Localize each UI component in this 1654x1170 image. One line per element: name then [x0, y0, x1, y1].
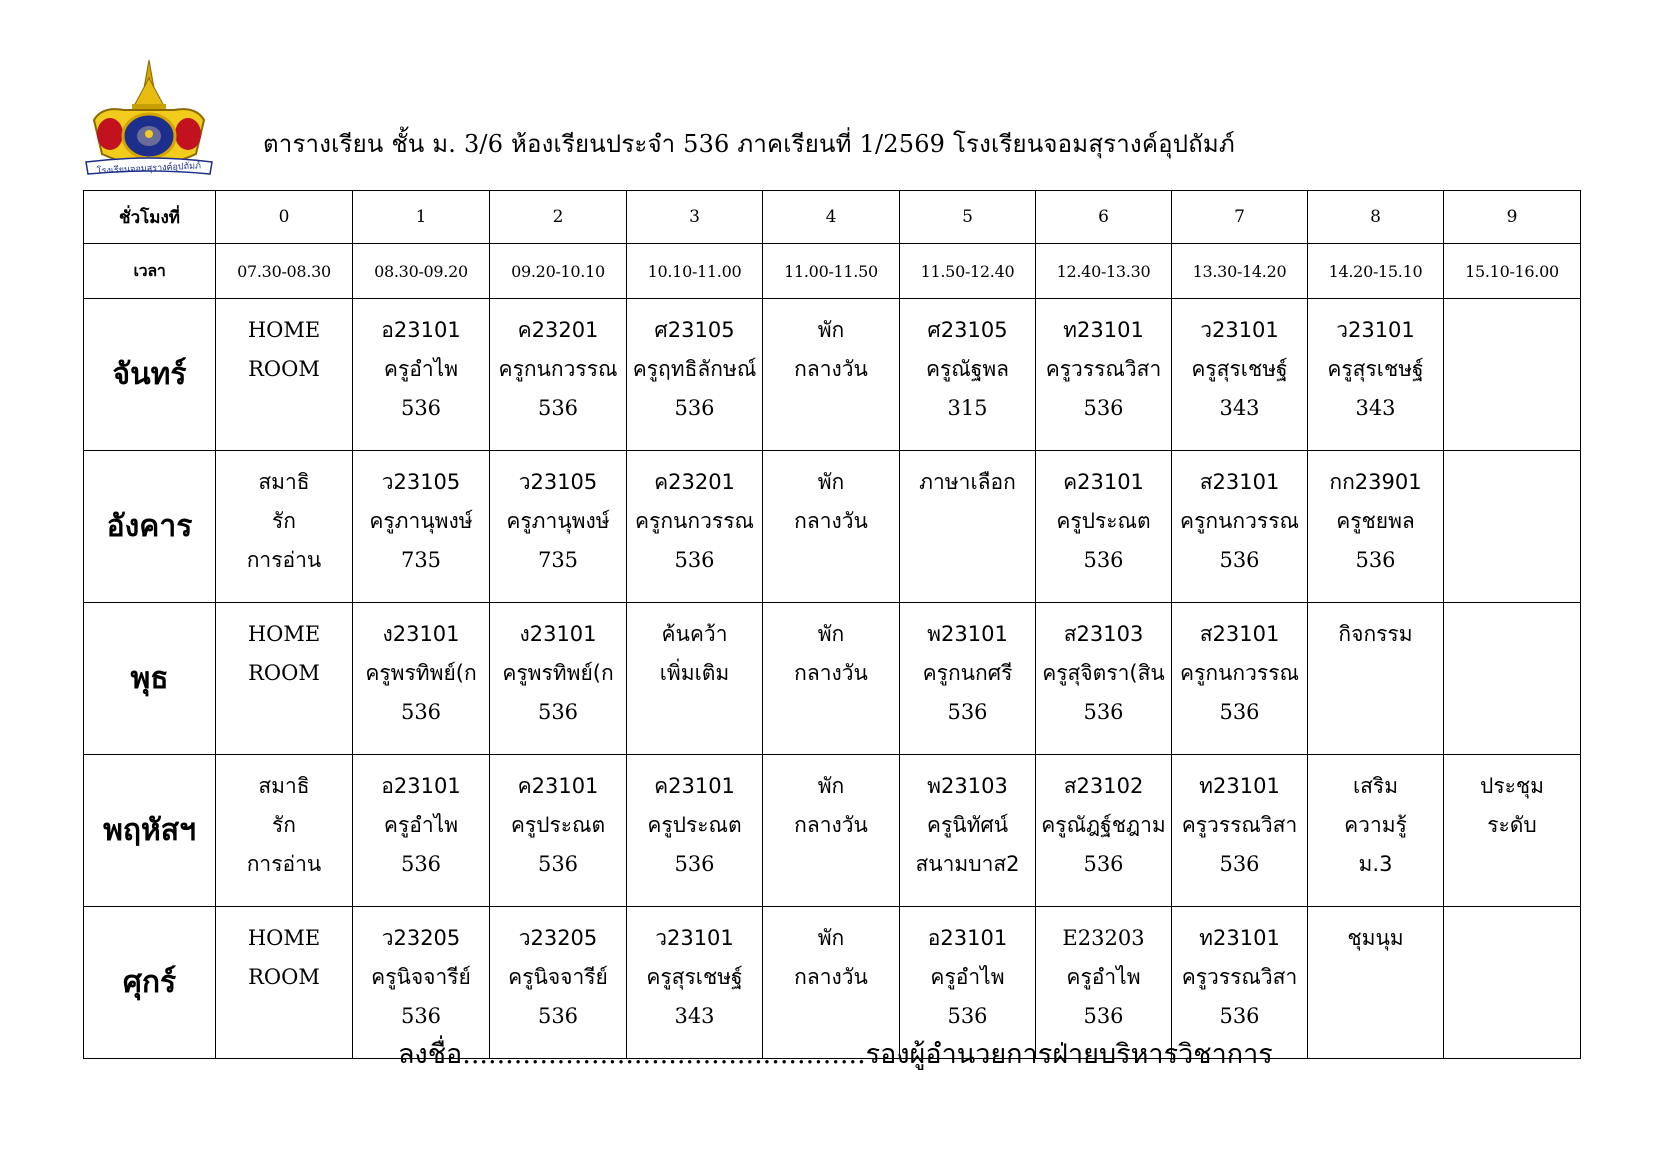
room-number: 315 — [947, 396, 988, 420]
room-number: 343 — [1219, 396, 1260, 420]
teacher-name: ครูประณต — [1056, 509, 1151, 533]
room-number: 536 — [400, 1004, 442, 1028]
schedule-cell — [1308, 907, 1444, 1059]
subject-code: พัก — [817, 318, 845, 342]
subject-code: ชุมนุม — [1347, 926, 1404, 950]
subject-code: ท23101 — [1199, 774, 1280, 798]
schedule-cell — [627, 755, 763, 907]
subject-code: HOME — [247, 318, 321, 342]
schedule-cell — [1308, 755, 1444, 907]
schedule-cell — [1036, 603, 1172, 755]
subject-code: พัก — [817, 926, 845, 950]
room-number: 536 — [537, 396, 579, 420]
subject-code: ประชุม — [1480, 774, 1544, 798]
schedule-cell — [353, 451, 490, 603]
school-logo — [84, 58, 214, 180]
time-header-row — [84, 244, 1581, 299]
schedule-cell — [1444, 451, 1581, 603]
subject-code: อ23101 — [381, 318, 461, 342]
schedule-cell — [490, 603, 627, 755]
schedule-cell — [1036, 755, 1172, 907]
teacher-name: ครูอำไพ — [930, 965, 1005, 989]
teacher-name: ROOM — [248, 965, 320, 989]
time-range: 10.10-11.00 — [627, 244, 763, 299]
room-number: 536 — [1219, 852, 1260, 876]
teacher-name: ครูกนกวรรณ — [498, 357, 618, 381]
period-number: 1 — [353, 191, 490, 244]
schedule-cell — [1172, 299, 1308, 451]
schedule-cell — [353, 755, 490, 907]
schedule-cell — [763, 603, 900, 755]
room-number: 343 — [674, 1004, 715, 1028]
period-number: 8 — [1308, 191, 1444, 244]
subject-code: ว23105 — [518, 470, 598, 494]
schedule-cell — [490, 451, 627, 603]
subject-code: ง23101 — [382, 622, 460, 646]
svg-text:โรงเรียนจอมสุรางค์อุปถัมภ์: โรงเรียนจอมสุรางค์อุปถัมภ์ — [96, 161, 202, 177]
subject-code: สมาธิ — [258, 470, 310, 494]
subject-code: พัก — [817, 622, 845, 646]
schedule-cell — [1308, 603, 1444, 755]
time-range: 12.40-13.30 — [1036, 244, 1172, 299]
subject-code: ท23101 — [1199, 926, 1280, 950]
time-range: 11.50-12.40 — [900, 244, 1036, 299]
subject-code: อ23101 — [927, 926, 1008, 950]
teacher-name: ครูประณต — [510, 813, 606, 837]
schedule-cell — [216, 755, 353, 907]
teacher-name: ครูสุจิตรา(สิน — [1042, 661, 1165, 685]
subject-code: ว23101 — [1336, 318, 1415, 342]
room-number: 536 — [1083, 700, 1124, 724]
schedule-cell — [216, 451, 353, 603]
period-number: 2 — [490, 191, 627, 244]
subject-code: ค้นคว้า — [661, 622, 728, 646]
room-number: 536 — [1219, 1004, 1260, 1028]
schedule-cell — [900, 299, 1036, 451]
time-range: 11.00-11.50 — [763, 244, 900, 299]
teacher-name: ครูพรทิพย์(ก — [502, 661, 614, 685]
room-number: 536 — [1083, 1004, 1124, 1028]
schedule-cell — [1444, 299, 1581, 451]
subject-code: ว23101 — [655, 926, 734, 950]
day-row — [84, 451, 1581, 603]
subject-code: กิจกรรม — [1338, 622, 1413, 646]
schedule-cell — [1444, 755, 1581, 907]
room-number: 536 — [1219, 700, 1260, 724]
room-number: การอ่าน — [246, 548, 322, 572]
room-number: ม.3 — [1358, 852, 1393, 876]
room-number: 536 — [947, 1004, 988, 1028]
subject-code: E23203 — [1062, 926, 1145, 950]
subject-code: ค23101 — [654, 774, 735, 798]
period-number: 9 — [1444, 191, 1581, 244]
room-number: 536 — [1083, 852, 1124, 876]
teacher-name: ครูสุรเชษฐ์ — [1327, 357, 1424, 381]
teacher-name: ครูนิจจารีย์ — [508, 965, 608, 989]
subject-code: สมาธิ — [258, 774, 310, 798]
room-number: สนามบาส2 — [915, 852, 1020, 876]
subject-code: ส23102 — [1063, 774, 1144, 798]
subject-code: ว23205 — [381, 926, 461, 950]
time-range: 07.30-08.30 — [216, 244, 353, 299]
day-name: จันทร์ — [84, 299, 216, 451]
room-number: 536 — [537, 1004, 579, 1028]
teacher-name: ครูประณต — [647, 813, 742, 837]
teacher-name: ครูภานุพงษ์ — [506, 509, 610, 533]
subject-code: กก23901 — [1329, 470, 1422, 494]
teacher-name: รัก — [272, 509, 296, 533]
schedule-cell — [1036, 451, 1172, 603]
subject-code: ว23105 — [381, 470, 461, 494]
period-number: 7 — [1172, 191, 1308, 244]
period-number: 5 — [900, 191, 1036, 244]
teacher-name: ROOM — [248, 661, 320, 685]
room-number: 536 — [1355, 548, 1396, 572]
room-number: 536 — [537, 700, 579, 724]
subject-code: ค23201 — [517, 318, 599, 342]
teacher-name: กลางวัน — [794, 661, 868, 685]
day-name: ศุกร์ — [84, 907, 216, 1059]
day-name: อังคาร — [84, 451, 216, 603]
schedule-cell — [763, 451, 900, 603]
subject-code: ภาษาเลือก — [919, 470, 1016, 494]
day-row — [84, 299, 1581, 451]
room-number: 536 — [947, 700, 988, 724]
schedule-cell — [1036, 299, 1172, 451]
teacher-name: ครูวรรณวิสา — [1181, 813, 1298, 837]
room-number: 536 — [400, 700, 442, 724]
teacher-name: ครูนิจจารีย์ — [371, 965, 471, 989]
schedule-cell — [353, 603, 490, 755]
day-row — [84, 755, 1581, 907]
subject-code: ค23101 — [517, 774, 599, 798]
schedule-cell — [1444, 603, 1581, 755]
room-number: 735 — [537, 548, 579, 572]
schedule-cell — [1308, 299, 1444, 451]
teacher-name: ระดับ — [1487, 813, 1537, 837]
room-number: 536 — [400, 396, 442, 420]
teacher-name: ครูกนกวรรณ — [1180, 661, 1299, 685]
teacher-name: ครูวรรณวิสา — [1181, 965, 1298, 989]
teacher-name: ครูอำไพ — [383, 357, 459, 381]
signature-line: ลงชื่อ...............................................รองผู้อำนวยการฝ่ายบริหารวิชาการ — [398, 1039, 1273, 1070]
room-number: 536 — [674, 548, 715, 572]
room-number: 536 — [674, 852, 715, 876]
schedule-cell — [900, 451, 1036, 603]
page-title: ตารางเรียน ชั้น ม. 3/6 ห้องเรียนประจำ 536 ภาคเรียนที่ 1/2569 โรงเรียนจอมสุรางค์อุปถัมภ์ — [263, 130, 1235, 158]
period-number: 3 — [627, 191, 763, 244]
schedule-cell — [1172, 755, 1308, 907]
subject-code: พัก — [817, 774, 845, 798]
period-label: ชั่วโมงที่ — [84, 191, 216, 244]
subject-code: ส23101 — [1199, 470, 1280, 494]
teacher-name: กลางวัน — [794, 509, 868, 533]
subject-code: อ23101 — [381, 774, 461, 798]
schedule-cell — [900, 603, 1036, 755]
schedule-cell — [627, 299, 763, 451]
teacher-name: ครูณัฎฐ์ชฎาม — [1041, 813, 1166, 837]
schedule-cell — [216, 299, 353, 451]
day-row — [84, 603, 1581, 755]
schedule-cell — [490, 299, 627, 451]
teacher-name: ROOM — [248, 357, 320, 381]
teacher-name: ครูกนกวรรณ — [1180, 509, 1299, 533]
subject-code: พ23101 — [927, 622, 1008, 646]
subject-code: ส23101 — [1199, 622, 1280, 646]
time-range: 08.30-09.20 — [353, 244, 490, 299]
room-number: 735 — [400, 548, 442, 572]
subject-code: ศ23105 — [654, 318, 735, 342]
room-number: 536 — [400, 852, 442, 876]
subject-code: พัก — [817, 470, 845, 494]
subject-code: HOME — [247, 622, 321, 646]
schedule-cell — [1172, 451, 1308, 603]
room-number: การอ่าน — [246, 852, 322, 876]
day-rows — [84, 299, 1581, 1059]
subject-code: ส23103 — [1063, 622, 1144, 646]
schedule-cell — [216, 603, 353, 755]
subject-code: ท23101 — [1063, 318, 1144, 342]
room-number: 536 — [1083, 548, 1124, 572]
schedule-cell — [1172, 603, 1308, 755]
room-number: 536 — [674, 396, 715, 420]
teacher-name: ครูชยพล — [1336, 509, 1415, 533]
subject-code: พ23103 — [927, 774, 1008, 798]
teacher-name: รัก — [272, 813, 296, 837]
subject-code: ว23101 — [1200, 318, 1279, 342]
teacher-name: ครูภานุพงษ์ — [369, 509, 473, 533]
period-number: 4 — [763, 191, 900, 244]
room-number: 536 — [537, 852, 579, 876]
room-number: 536 — [1083, 396, 1124, 420]
schedule-cell — [763, 299, 900, 451]
teacher-name: ความรู้ — [1344, 813, 1407, 837]
time-range: 09.20-10.10 — [490, 244, 627, 299]
teacher-name: ครูกนกศรี — [922, 661, 1013, 685]
period-number: 6 — [1036, 191, 1172, 244]
period-number: 0 — [216, 191, 353, 244]
schedule-cell — [627, 603, 763, 755]
room-number: 536 — [1219, 548, 1260, 572]
time-label: เวลา — [84, 244, 216, 299]
period-header-row — [84, 191, 1581, 244]
day-name: พุธ — [84, 603, 216, 755]
teacher-name: ครูอำไพ — [383, 813, 459, 837]
teacher-name: ครูฤทธิลักษณ์ — [632, 357, 757, 381]
schedule-cell — [900, 755, 1036, 907]
schedule-cell — [1308, 451, 1444, 603]
day-name: พฤหัสฯ — [84, 755, 216, 907]
teacher-name: ครูสุรเชษฐ์ — [1191, 357, 1288, 381]
subject-code: ค23101 — [1063, 470, 1144, 494]
room-number: 343 — [1355, 396, 1396, 420]
teacher-name: กลางวัน — [794, 813, 868, 837]
teacher-name: ครูพรทิพย์(ก — [365, 661, 477, 685]
subject-code: เสริม — [1352, 774, 1399, 798]
schedule-cell — [353, 299, 490, 451]
teacher-name: ครูสุรเชษฐ์ — [646, 965, 743, 989]
teacher-name: ครูนิทัศน์ — [926, 813, 1009, 837]
time-range: 13.30-14.20 — [1172, 244, 1308, 299]
teacher-name: ครูอำไพ — [1066, 965, 1141, 989]
teacher-name: เพิ่มเติม — [659, 661, 730, 685]
subject-code: ว23205 — [518, 926, 598, 950]
schedule-cell — [763, 755, 900, 907]
schedule-cell — [216, 907, 353, 1059]
teacher-name: ครูณัฐพล — [925, 357, 1010, 381]
timetable — [83, 190, 1581, 1059]
time-range: 15.10-16.00 — [1444, 244, 1581, 299]
schedule-cell — [627, 451, 763, 603]
teacher-name: กลางวัน — [794, 357, 868, 381]
schedule-cell — [490, 755, 627, 907]
subject-code: HOME — [247, 926, 321, 950]
teacher-name: ครูกนกวรรณ — [635, 509, 754, 533]
time-range: 14.20-15.10 — [1308, 244, 1444, 299]
subject-code: ค23201 — [654, 470, 735, 494]
subject-code: ศ23105 — [927, 318, 1008, 342]
schedule-cell — [1444, 907, 1581, 1059]
teacher-name: ครูวรรณวิสา — [1045, 357, 1162, 381]
teacher-name: กลางวัน — [794, 965, 868, 989]
subject-code: ง23101 — [519, 622, 597, 646]
